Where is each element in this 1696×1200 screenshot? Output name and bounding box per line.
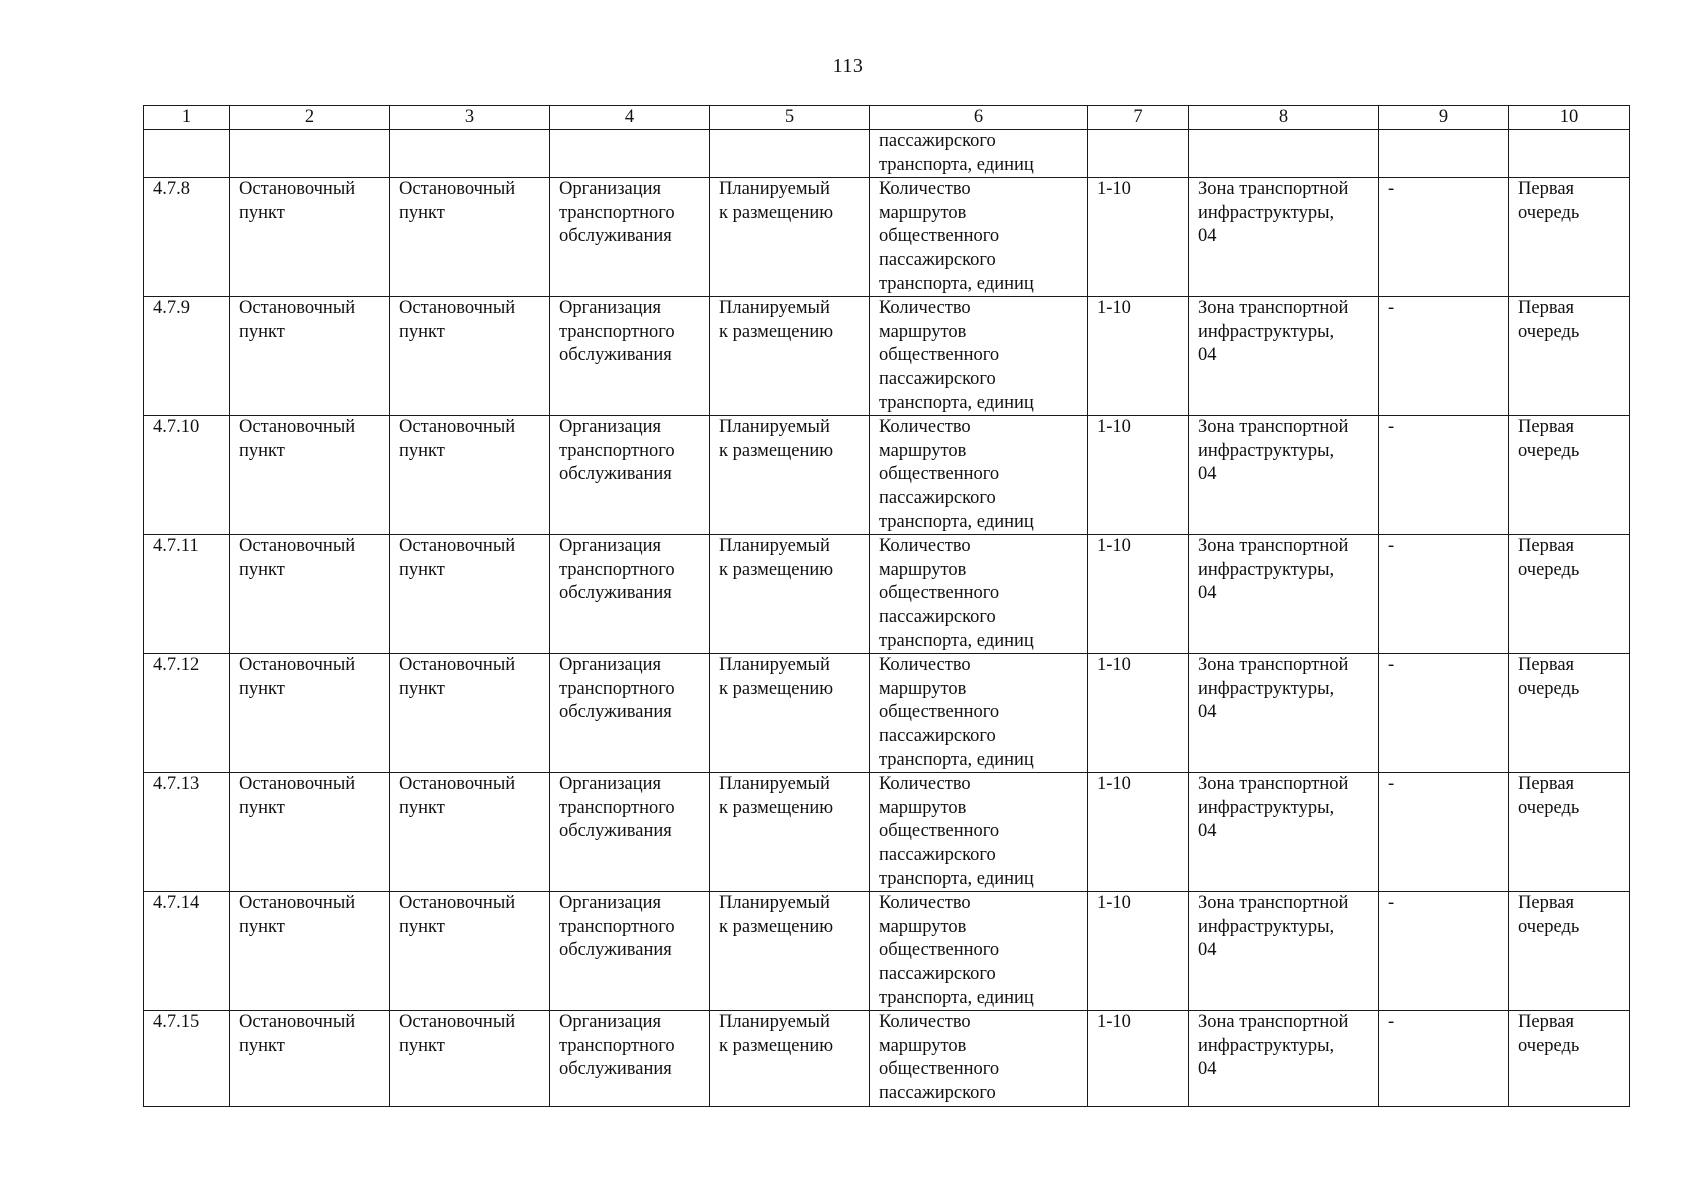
object-characteristic: Количество маршрутов общественного пассажирского транспорта, единиц bbox=[870, 178, 1088, 297]
table-row bbox=[144, 178, 1630, 297]
object-status: Планируемый к размещению bbox=[710, 416, 870, 535]
stage: Первая очередь bbox=[1509, 1011, 1630, 1106]
object-name: Остановочный пункт bbox=[390, 178, 550, 297]
object-purpose: Организация транспортного обслуживания bbox=[550, 178, 710, 297]
item-number: 4.7.14 bbox=[144, 892, 230, 1011]
object-purpose: Организация транспортного обслуживания bbox=[550, 1011, 710, 1106]
column-header: 1 bbox=[144, 106, 230, 130]
object-name: Остановочный пункт bbox=[390, 892, 550, 1011]
table-cell bbox=[1088, 130, 1189, 178]
continuation-row bbox=[144, 130, 1630, 178]
table-row bbox=[144, 416, 1630, 535]
column-header: 4 bbox=[550, 106, 710, 130]
object-characteristic: Количество маршрутов общественного пассажирского транспорта, единиц bbox=[870, 892, 1088, 1011]
table-cell bbox=[550, 130, 710, 178]
table-cell bbox=[1509, 130, 1630, 178]
object-type: Остановочный пункт bbox=[230, 654, 390, 773]
stage: Первая очередь bbox=[1509, 892, 1630, 1011]
header-row bbox=[144, 106, 1630, 130]
object-status: Планируемый к размещению bbox=[710, 178, 870, 297]
column-header: 5 bbox=[710, 106, 870, 130]
column-header: 2 bbox=[230, 106, 390, 130]
table-row bbox=[144, 773, 1630, 892]
table-row bbox=[144, 1011, 1630, 1106]
object-type: Остановочный пункт bbox=[230, 1011, 390, 1106]
column-9-value: - bbox=[1379, 1011, 1509, 1106]
column-header: 9 bbox=[1379, 106, 1509, 130]
object-status: Планируемый к размещению bbox=[710, 535, 870, 654]
zone: Зона транспортной инфраструктуры, 04 bbox=[1189, 416, 1379, 535]
table-row bbox=[144, 654, 1630, 773]
item-number: 4.7.15 bbox=[144, 1011, 230, 1106]
item-number: 4.7.12 bbox=[144, 654, 230, 773]
object-purpose: Организация транспортного обслуживания bbox=[550, 416, 710, 535]
table-cell bbox=[710, 130, 870, 178]
zone: Зона транспортной инфраструктуры, 04 bbox=[1189, 297, 1379, 416]
item-number: 4.7.8 bbox=[144, 178, 230, 297]
object-type: Остановочный пункт bbox=[230, 892, 390, 1011]
column-header: 8 bbox=[1189, 106, 1379, 130]
zone: Зона транспортной инфраструктуры, 04 bbox=[1189, 892, 1379, 1011]
stage: Первая очередь bbox=[1509, 416, 1630, 535]
object-purpose: Организация транспортного обслуживания bbox=[550, 892, 710, 1011]
object-type: Остановочный пункт bbox=[230, 535, 390, 654]
object-status: Планируемый к размещению bbox=[710, 773, 870, 892]
table-row bbox=[144, 535, 1630, 654]
table-cell: пассажирского транспорта, единиц bbox=[870, 130, 1088, 178]
stage: Первая очередь bbox=[1509, 535, 1630, 654]
characteristic-value: 1-10 bbox=[1088, 416, 1189, 535]
object-status: Планируемый к размещению bbox=[710, 654, 870, 773]
object-characteristic: Количество маршрутов общественного пассажирского bbox=[870, 1011, 1088, 1106]
object-purpose: Организация транспортного обслуживания bbox=[550, 297, 710, 416]
table-row bbox=[144, 892, 1630, 1011]
object-characteristic: Количество маршрутов общественного пассажирского транспорта, единиц bbox=[870, 773, 1088, 892]
characteristic-value: 1-10 bbox=[1088, 892, 1189, 1011]
column-9-value: - bbox=[1379, 535, 1509, 654]
zone: Зона транспортной инфраструктуры, 04 bbox=[1189, 1011, 1379, 1106]
table-cell bbox=[144, 130, 230, 178]
object-name: Остановочный пункт bbox=[390, 773, 550, 892]
characteristic-value: 1-10 bbox=[1088, 297, 1189, 416]
object-status: Планируемый к размещению bbox=[710, 297, 870, 416]
object-type: Остановочный пункт bbox=[230, 416, 390, 535]
column-9-value: - bbox=[1379, 773, 1509, 892]
object-characteristic: Количество маршрутов общественного пассажирского транспорта, единиц bbox=[870, 416, 1088, 535]
object-name: Остановочный пункт bbox=[390, 297, 550, 416]
object-name: Остановочный пункт bbox=[390, 654, 550, 773]
object-purpose: Организация транспортного обслуживания bbox=[550, 773, 710, 892]
characteristic-value: 1-10 bbox=[1088, 654, 1189, 773]
characteristic-value: 1-10 bbox=[1088, 535, 1189, 654]
object-type: Остановочный пункт bbox=[230, 178, 390, 297]
page-number: 113 bbox=[832, 55, 864, 77]
table-cell bbox=[390, 130, 550, 178]
stage: Первая очередь bbox=[1509, 773, 1630, 892]
table-cell bbox=[1379, 130, 1509, 178]
object-characteristic: Количество маршрутов общественного пассажирского транспорта, единиц bbox=[870, 535, 1088, 654]
stage: Первая очередь bbox=[1509, 178, 1630, 297]
stage: Первая очередь bbox=[1509, 654, 1630, 773]
column-header: 7 bbox=[1088, 106, 1189, 130]
table-row bbox=[144, 297, 1630, 416]
object-characteristic: Количество маршрутов общественного пассажирского транспорта, единиц bbox=[870, 297, 1088, 416]
column-9-value: - bbox=[1379, 892, 1509, 1011]
object-name: Остановочный пункт bbox=[390, 535, 550, 654]
column-9-value: - bbox=[1379, 654, 1509, 773]
item-number: 4.7.11 bbox=[144, 535, 230, 654]
objects-table bbox=[143, 105, 1630, 1107]
column-9-value: - bbox=[1379, 178, 1509, 297]
table-cell bbox=[1189, 130, 1379, 178]
object-characteristic: Количество маршрутов общественного пассажирского транспорта, единиц bbox=[870, 654, 1088, 773]
item-number: 4.7.9 bbox=[144, 297, 230, 416]
item-number: 4.7.10 bbox=[144, 416, 230, 535]
zone: Зона транспортной инфраструктуры, 04 bbox=[1189, 178, 1379, 297]
object-status: Планируемый к размещению bbox=[710, 892, 870, 1011]
column-header: 10 bbox=[1509, 106, 1630, 130]
column-9-value: - bbox=[1379, 416, 1509, 535]
stage: Первая очередь bbox=[1509, 297, 1630, 416]
object-type: Остановочный пункт bbox=[230, 773, 390, 892]
object-name: Остановочный пункт bbox=[390, 416, 550, 535]
characteristic-value: 1-10 bbox=[1088, 1011, 1189, 1106]
characteristic-value: 1-10 bbox=[1088, 773, 1189, 892]
zone: Зона транспортной инфраструктуры, 04 bbox=[1189, 654, 1379, 773]
object-status: Планируемый к размещению bbox=[710, 1011, 870, 1106]
object-purpose: Организация транспортного обслуживания bbox=[550, 654, 710, 773]
table-cell bbox=[230, 130, 390, 178]
column-header: 3 bbox=[390, 106, 550, 130]
column-9-value: - bbox=[1379, 297, 1509, 416]
zone: Зона транспортной инфраструктуры, 04 bbox=[1189, 535, 1379, 654]
object-name: Остановочный пункт bbox=[390, 1011, 550, 1106]
characteristic-value: 1-10 bbox=[1088, 178, 1189, 297]
object-type: Остановочный пункт bbox=[230, 297, 390, 416]
object-purpose: Организация транспортного обслуживания bbox=[550, 535, 710, 654]
item-number: 4.7.13 bbox=[144, 773, 230, 892]
column-header: 6 bbox=[870, 106, 1088, 130]
zone: Зона транспортной инфраструктуры, 04 bbox=[1189, 773, 1379, 892]
